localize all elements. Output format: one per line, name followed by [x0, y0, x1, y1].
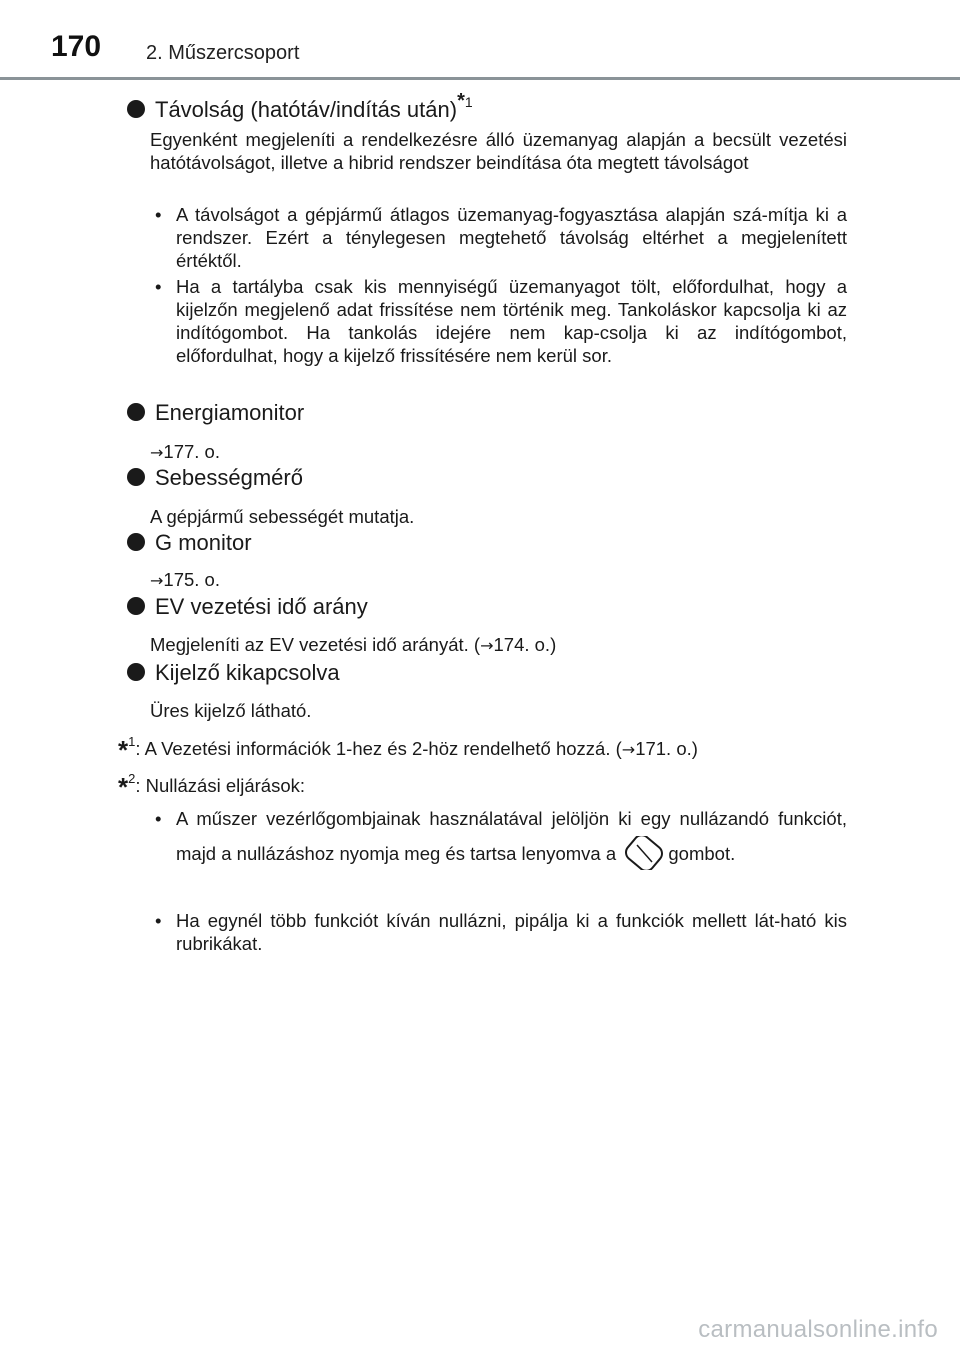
page-header: [0, 0, 960, 80]
list-item: [155, 909, 847, 955]
item-title: EV vezetési idő arány: [155, 594, 368, 619]
bullet-icon: [127, 597, 145, 615]
item-heading-energy-monitor: [127, 400, 304, 426]
bullet-icon: [127, 663, 145, 681]
item-description: Egyenként megjeleníti a rendelkezésre álló üzemanyag alapján a becsült vezetési hatótávolságot, illetve a hibrid rendszer beindítása óta megtett távolságot: [150, 129, 847, 173]
item-title: Távolság (hatótáv/indítás után): [155, 97, 458, 122]
item-heading-display-off: [127, 660, 340, 686]
header-divider: [0, 77, 960, 80]
page-reference: [150, 568, 847, 592]
list-item-text: A távolságot a gépjármű átlagos üzemanyag-fogyasztása alapján szá-mítja ki a rendszer. Ezért a ténylegesen megtehető távolság eltérhet a megjelenített értéktől.: [176, 204, 847, 271]
item-description: A gépjármű sebességét mutatja.: [150, 506, 415, 527]
arrow-icon: →: [480, 636, 494, 655]
arrow-icon: →: [150, 443, 164, 462]
bullet-icon: [127, 468, 145, 486]
list-bullet: •: [155, 204, 162, 225]
item-title: G monitor: [155, 530, 252, 555]
list-item-text: Ha a tartályba csak kis mennyiségű üzemanyagot tölt, előfordulhat, hogy a kijelzőn megjelenő adat frissítése nem történik meg. Tankoláskor kapcsolja ki az indítógombot. Ha tankolás idejére nem kap-csolja ki az indítógombot, előfordulhat, hogy a kijelző frissítésére nem kerül sor.: [176, 276, 847, 366]
bullet-icon: [127, 533, 145, 551]
item-description: Üres kijelző látható.: [150, 700, 312, 721]
reference-link[interactable]: 177. o.: [163, 441, 220, 462]
footnote-2: *$^2$: Nullázási eljárások:: [118, 771, 306, 802]
list-item: [155, 802, 847, 871]
arrow-icon: →: [621, 740, 636, 759]
watermark: carmanualsonline.info: [698, 1316, 938, 1343]
reference-link[interactable]: 171. o.: [635, 738, 692, 759]
page-reference: [150, 440, 847, 464]
reference-link[interactable]: 175. o.: [163, 569, 220, 590]
footnote-1: *$^1$: A Vezetési információk 1-hez és 2-höz rendelhető hozzá. (→171. o.): [118, 734, 698, 765]
item-heading-ev-ratio: [127, 594, 368, 620]
reset-button-icon: [625, 836, 663, 870]
item-description: Megjeleníti az EV vezetési idő arányát. (→174. o.): [150, 634, 557, 655]
footnote-star: *: [118, 735, 129, 765]
item-heading-g-monitor: [127, 530, 252, 556]
bullet-icon: [127, 403, 145, 421]
list-item: [155, 203, 847, 272]
list-item-text: A műszer vezérlőgombjainak használatával jelöljön ki egy nullázandó funkciót, majd a nullázáshoz nyomja meg és tartsa lenyomva a gombot.: [176, 802, 847, 871]
item-title: Energiamonitor: [155, 400, 305, 425]
item-heading-distance: [127, 90, 473, 123]
arrow-icon: →: [150, 571, 164, 590]
list-bullet: •: [155, 910, 162, 931]
list-bullet: •: [155, 276, 162, 297]
section-title: 2. Műszercsoport: [146, 42, 300, 64]
item-heading-speedometer: [127, 465, 303, 491]
bullet-icon: [127, 100, 145, 118]
list-item: [155, 275, 847, 367]
reference-link[interactable]: 174. o.: [493, 634, 551, 655]
item-title: Sebességmérő: [155, 465, 303, 490]
list-bullet: •: [155, 808, 162, 829]
item-title: Kijelző kikapcsolva: [155, 660, 340, 685]
page-number: 170: [51, 30, 102, 63]
footnote-star: *: [118, 772, 129, 802]
list-item-text: Ha egynél több funkciót kíván nullázni, pipálja ki a funkciók mellett lát-ható kis rubrikákat.: [176, 910, 847, 954]
footnote-reference: *1: [457, 90, 473, 112]
